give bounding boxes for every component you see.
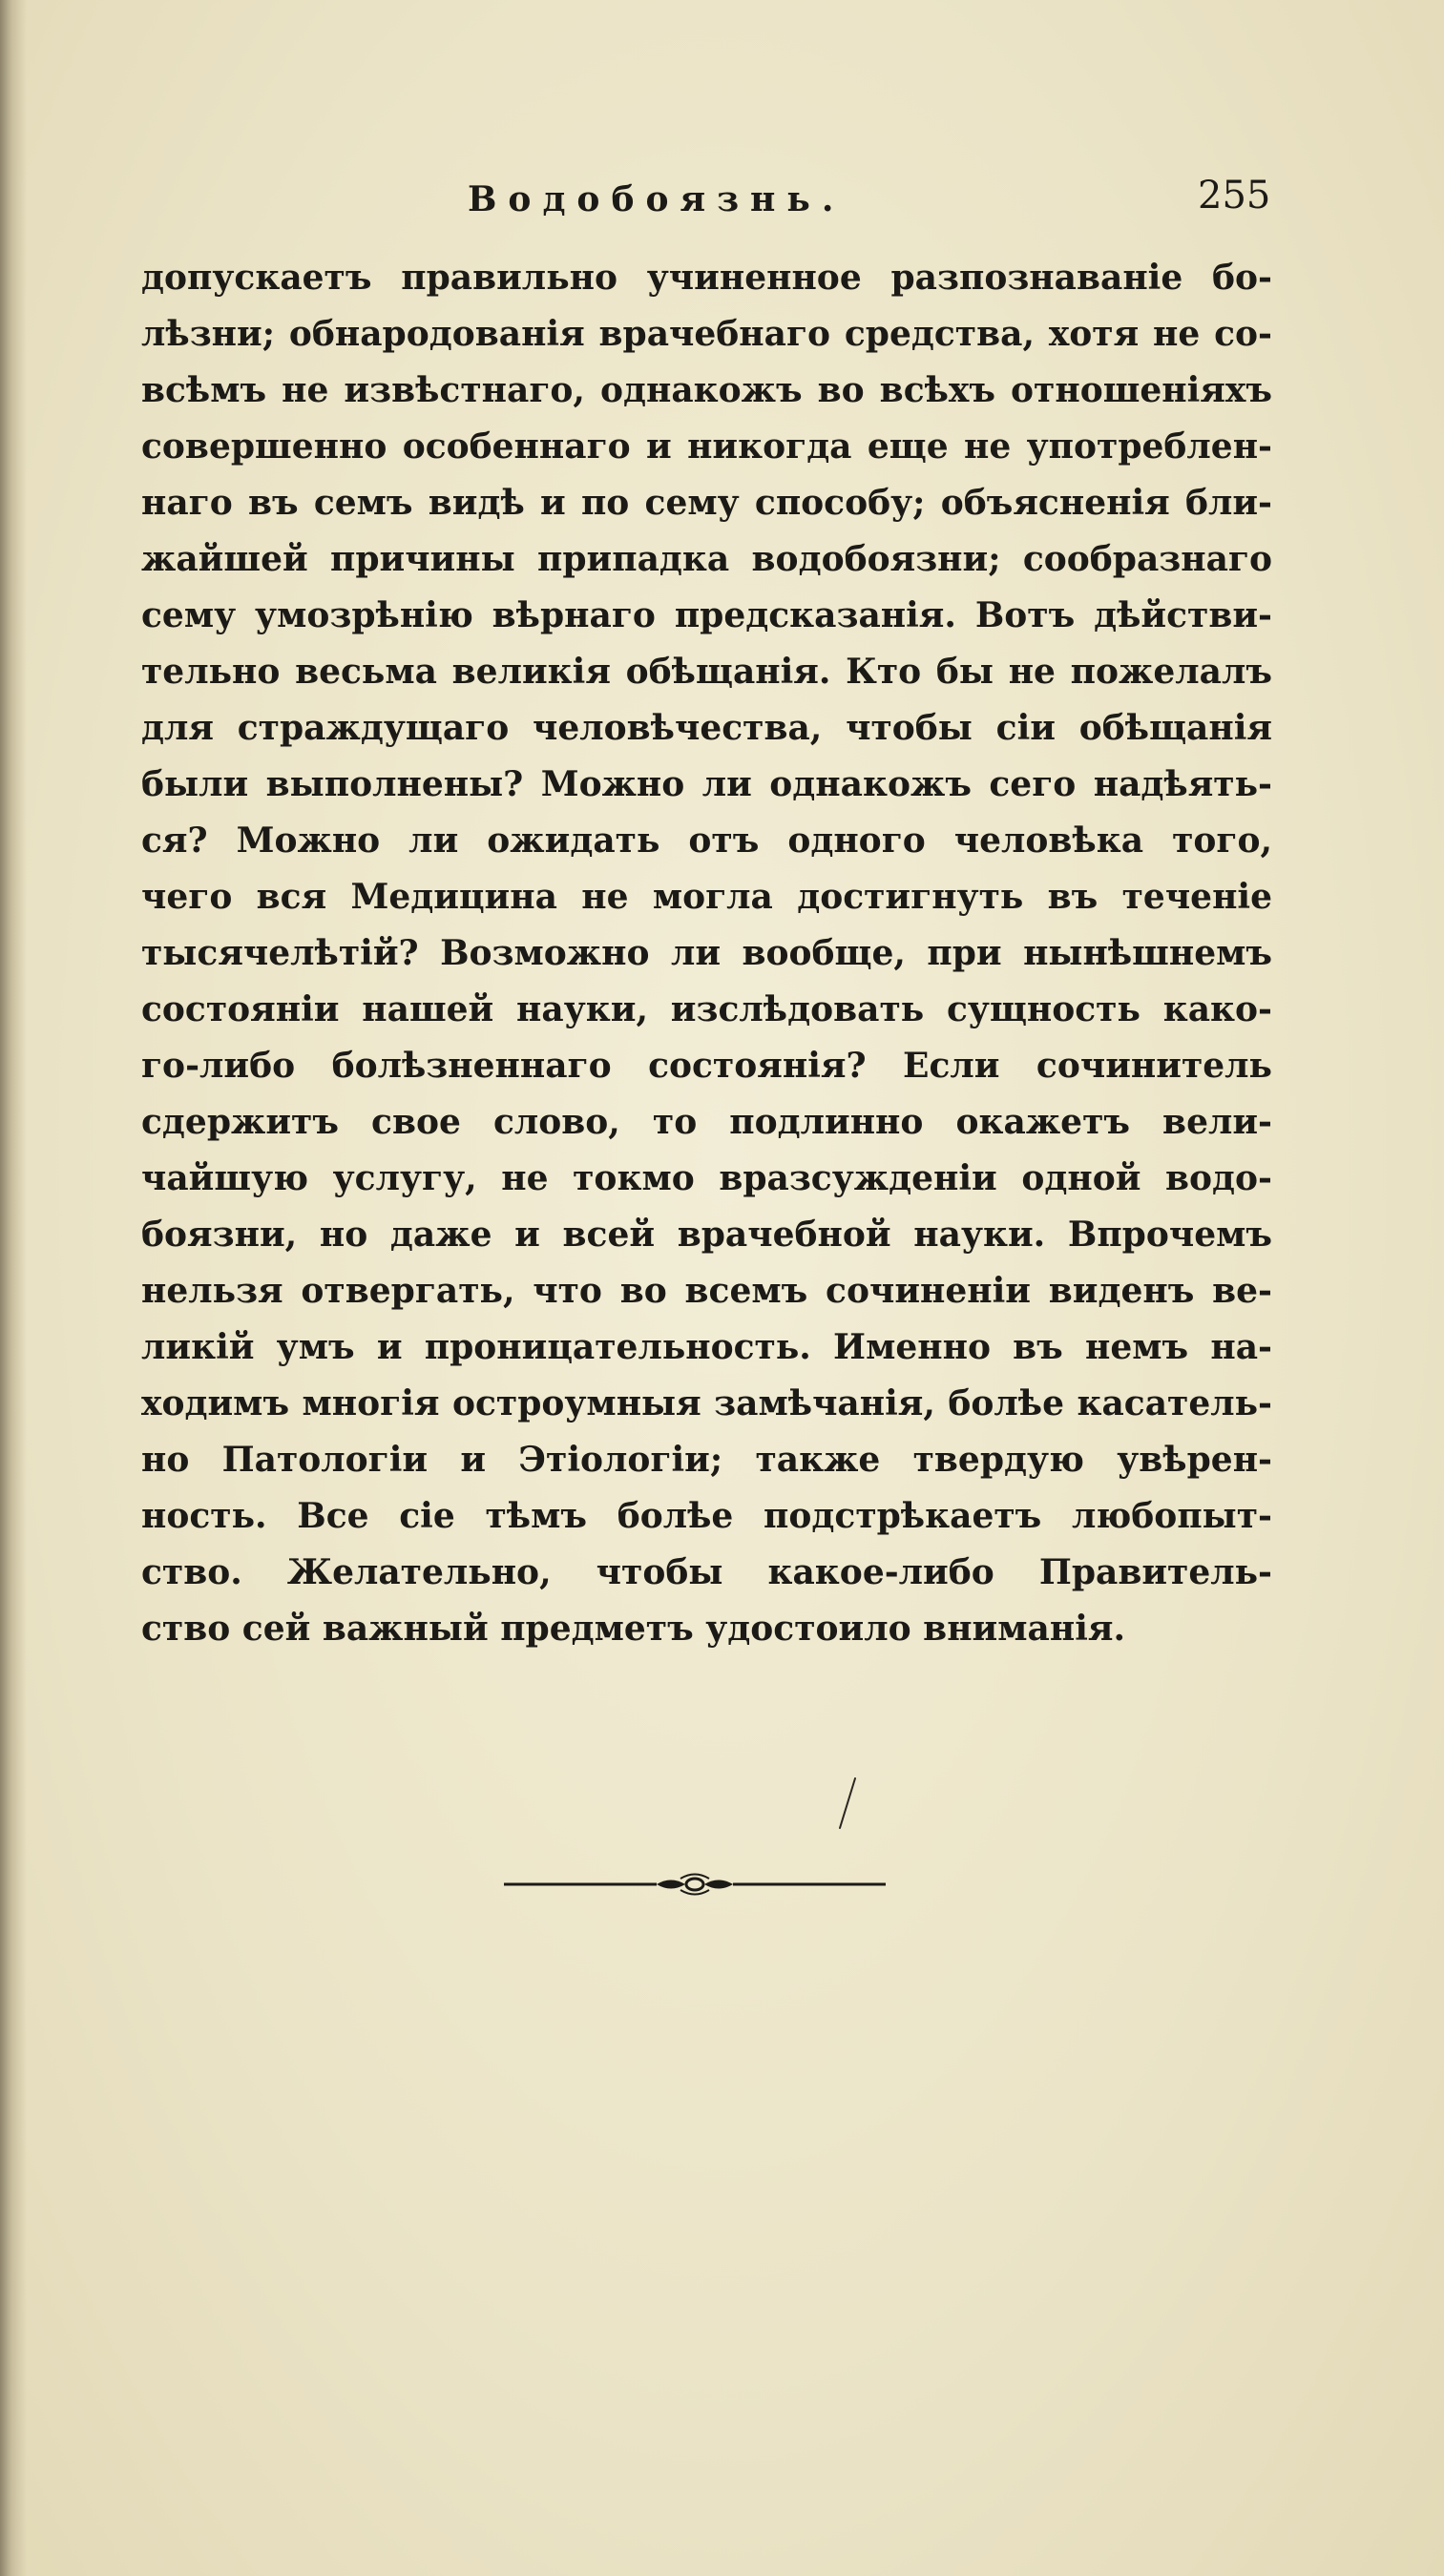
text-line: нельзя отвергать, что во всемъ сочиненiи виденъ ве- — [141, 1271, 1272, 1311]
text-line: жайшей причины припадка водобоязни; сообразнаго — [141, 539, 1272, 579]
body-text — [141, 250, 1272, 1657]
running-head: Водобоязнь. — [468, 179, 846, 219]
text-line: для страждущаго человѣчества, чтобы сiи обѣщанiя — [141, 708, 1272, 748]
text-line: ликiй умъ и проницательность. Именно въ немъ на- — [141, 1327, 1272, 1367]
text-line: тельно весьма великiя обѣщанiя. Кто бы не пожелалъ — [141, 652, 1272, 692]
text-line: лѣзни; обнародованiя врачебнаго средства, хотя не со- — [141, 314, 1272, 354]
page-number: 255 — [1198, 174, 1271, 218]
text-line: го-либо болѣзненнаго состоянiя? Если сочинитель — [141, 1046, 1272, 1086]
text-line: наго въ семъ видѣ и по сему способу; объясненiя бли- — [141, 483, 1272, 523]
text-line: чего вся Медицина не могла достигнуть въ теченiе — [141, 877, 1272, 917]
text-line: допускаетъ правильно учиненное разпознаванiе бо- — [141, 258, 1272, 298]
binding-shadow — [0, 0, 27, 2576]
text-line: совершенно особеннаго и никогда еще не употреблен- — [141, 426, 1272, 467]
text-line: всѣмъ не извѣстнаго, однакожъ во всѣхъ отношенiяхъ — [141, 370, 1272, 410]
text-line: состоянiи нашей науки, изслѣдовать сущность како- — [141, 989, 1272, 1029]
text-line: были выполнены? Можно ли однакожъ сего надѣять- — [141, 764, 1272, 804]
text-line: ство. Желательно, чтобы какое-либо Правитель- — [141, 1552, 1272, 1592]
text-line: ность. Все сiе тѣмъ болѣе подстрѣкаетъ любопыт- — [141, 1496, 1272, 1536]
text-line: ся? Можно ли ожидать отъ одного человѣка того, — [141, 821, 1272, 861]
text-line: сдержитъ свое слово, то подлинно окажетъ вели- — [141, 1102, 1272, 1142]
stray-pen-mark — [836, 1775, 859, 1832]
text-line: боязни, но даже и всей врачебной науки. Впрочемъ — [141, 1215, 1272, 1255]
text-line: ство сей важный предметъ удостоило вниманiя. — [141, 1609, 1125, 1649]
end-ornament — [504, 1870, 886, 1899]
text-line: ходимъ многiя остроумныя замѣчанiя, болѣе касатель- — [141, 1383, 1272, 1423]
text-line: но Патологiи и Этiологiи; также твердую увѣрен- — [141, 1440, 1272, 1480]
text-line: сему умозрѣнiю вѣрнаго предсказанiя. Вотъ дѣйстви- — [141, 595, 1272, 635]
text-line: тысячелѣтiй? Возможно ли вообще, при нынѣшнемъ — [141, 933, 1272, 973]
text-line: чайшую услугу, не токмо вразсужденiи одной водо- — [141, 1158, 1272, 1198]
